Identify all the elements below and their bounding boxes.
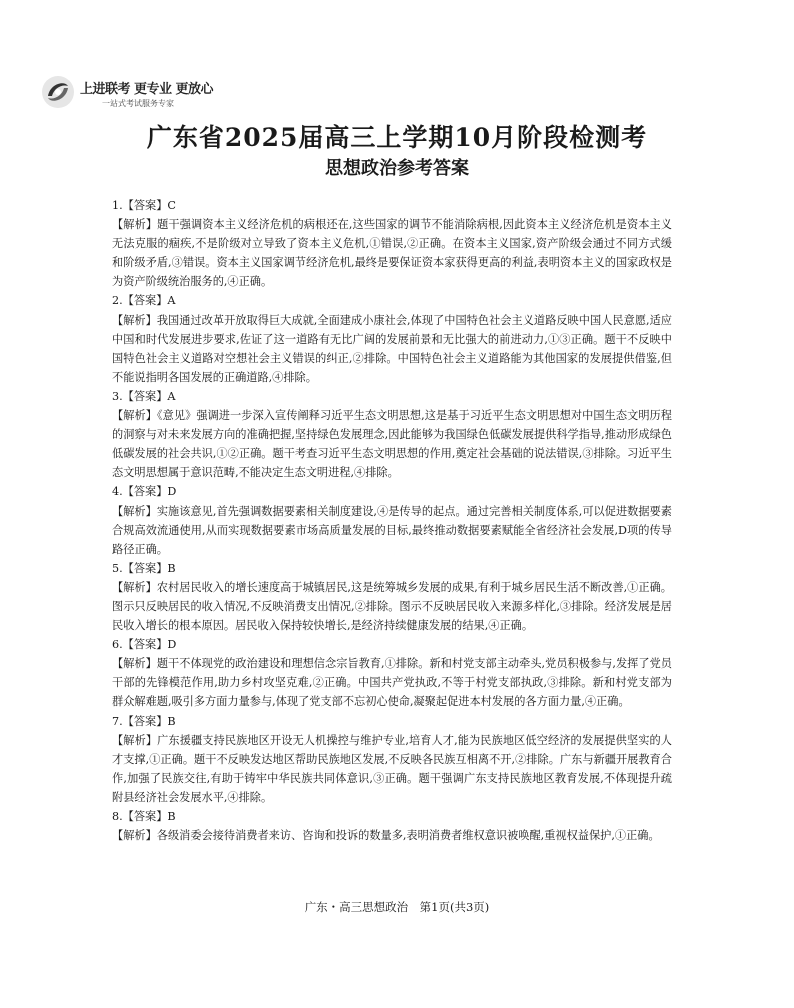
explanation-text: 【解析】《意见》强调进一步深入宣传阐释习近平生态文明思想,这是基于习近平生态文明思想对中国生态文明历程的洞察与对未来发展方向的准确把握,坚持绿色发展理念,因此能够为我国绿色低碳发展提供科学指导,推动形成绿色低碳发展的社会共识,①②正确。题干考查习近平生态文明思想的作用,奠定社会基础的说法错误,③排除。习近平生态文明思想属于意识范畴,不能决定生态文明进程,④排除。 xyxy=(112,409,672,480)
page-footer: 广东・高三思想政治 第1页(共3页) xyxy=(304,900,490,914)
question-item xyxy=(112,291,672,386)
answer-line: 1.【答案】C xyxy=(112,199,176,212)
explanation-text: 【解析】题干强调资本主义经济危机的病根还在,这些国家的调节不能消除病根,因此资本主义经济危机是资本主义无法克服的痼疾,不是阶级对立导致了资本主义危机,①错误,②正确。在资本主义国家,资产阶级会通过不同方式缓和阶级矛盾,③错误。资本主义国家调节经济危机,最终是要保证资本家获得更高的利益,表明资本主义的国家政权是为资产阶级统治服务的,④正确。 xyxy=(112,218,672,289)
answer-line: 3.【答案】A xyxy=(112,389,176,403)
question-item xyxy=(112,387,672,482)
question-item xyxy=(112,482,672,558)
brand-slogan: 上进联考 更专业 更放心 xyxy=(80,82,214,97)
question-item xyxy=(112,196,672,291)
question-item xyxy=(112,559,672,635)
question-item xyxy=(112,712,672,807)
question-item xyxy=(112,635,672,711)
answer-line: 7.【答案】B xyxy=(112,714,176,728)
answer-line: 6.【答案】D xyxy=(112,638,177,652)
swirl-logo-icon xyxy=(40,74,76,110)
answer-line: 8.【答案】B xyxy=(112,810,176,823)
answer-line: 2.【答案】A xyxy=(112,294,176,308)
brand-logo xyxy=(40,74,290,114)
page-subtitle: 思想政治参考答案 xyxy=(325,158,469,179)
explanation-text: 【解析】各级消委会接待消费者来访、咨询和投诉的数量多,表明消费者维权意识被唤醒,重视权益保护,①正确。 xyxy=(112,829,660,843)
question-item xyxy=(112,807,672,845)
explanation-text: 【解析】广东援疆支持民族地区开设无人机操控与维护专业,培育人才,能为民族地区低空经济的发展提供坚实的人才支撑,①正确。题干不反映发达地区帮助民族地区发展,不反映各民族互相离不开,②排除。广东与新疆开展教育合作,加强了民族交往,有助于铸牢中华民族共同体意识,③正确。题干强调广东支持民族地区教育发展,不体现提升疏附县经济社会发展水平,④排除。 xyxy=(112,733,672,804)
explanation-text: 【解析】题干不体现党的政治建设和理想信念宗旨教育,①排除。新和村党支部主动牵头,党员积极参与,发挥了党员干部的先锋模范作用,助力乡村攻坚克难,②正确。中国共产党执政,不等于村党支部执政,③排除。新和村党支部为群众解难题,吸引多方面力量参与,体现了党支部不忘初心使命,凝聚起促进本村发展的各方面力量,④正确。 xyxy=(112,657,672,709)
explanation-text: 【解析】实施该意见,首先强调数据要素相关制度建设,④是传导的起点。通过完善相关制度体系,可以促进数据要素合规高效流通使用,从而实现数据要素市场高质量发展的目标,最终推动数据要素赋能全省经济社会发展,D项的传导路径正确。 xyxy=(112,504,672,556)
answer-line: 4.【答案】D xyxy=(112,485,177,499)
answer-list xyxy=(112,196,672,845)
explanation-text: 【解析】农村居民收入的增长速度高于城镇居民,这是统筹城乡发展的成果,有利于城乡居民生活不断改善,①正确。图示只反映居民的收入情况,不反映消费支出情况,②排除。图示不反映居民收入来源多样化,③排除。经济发展是居民收入增长的根本原因。居民收入保持较快增长,是经济持续健康发展的结果,④正确。 xyxy=(112,580,672,633)
explanation-text: 【解析】我国通过改革开放取得巨大成就,全面建成小康社会,体现了中国特色社会主义道路反映中国人民意愿,适应中国和时代发展进步要求,佐证了这一道路有无比广阔的发展前景和无比强大的前进动力,①③正确。题干不反映中国特色社会主义道路对空想社会主义错误的纠正,②排除。中国特色社会主义道路能为其他国家的发展提供借鉴,但不能说指明各国发展的正确道路,④排除。 xyxy=(112,313,672,384)
answer-line: 5.【答案】B xyxy=(112,561,176,575)
page-title: 广东省2025届高三上学期10月阶段检测考 xyxy=(146,123,648,152)
brand-subslogan: 一站式考试服务专家 xyxy=(102,99,174,108)
